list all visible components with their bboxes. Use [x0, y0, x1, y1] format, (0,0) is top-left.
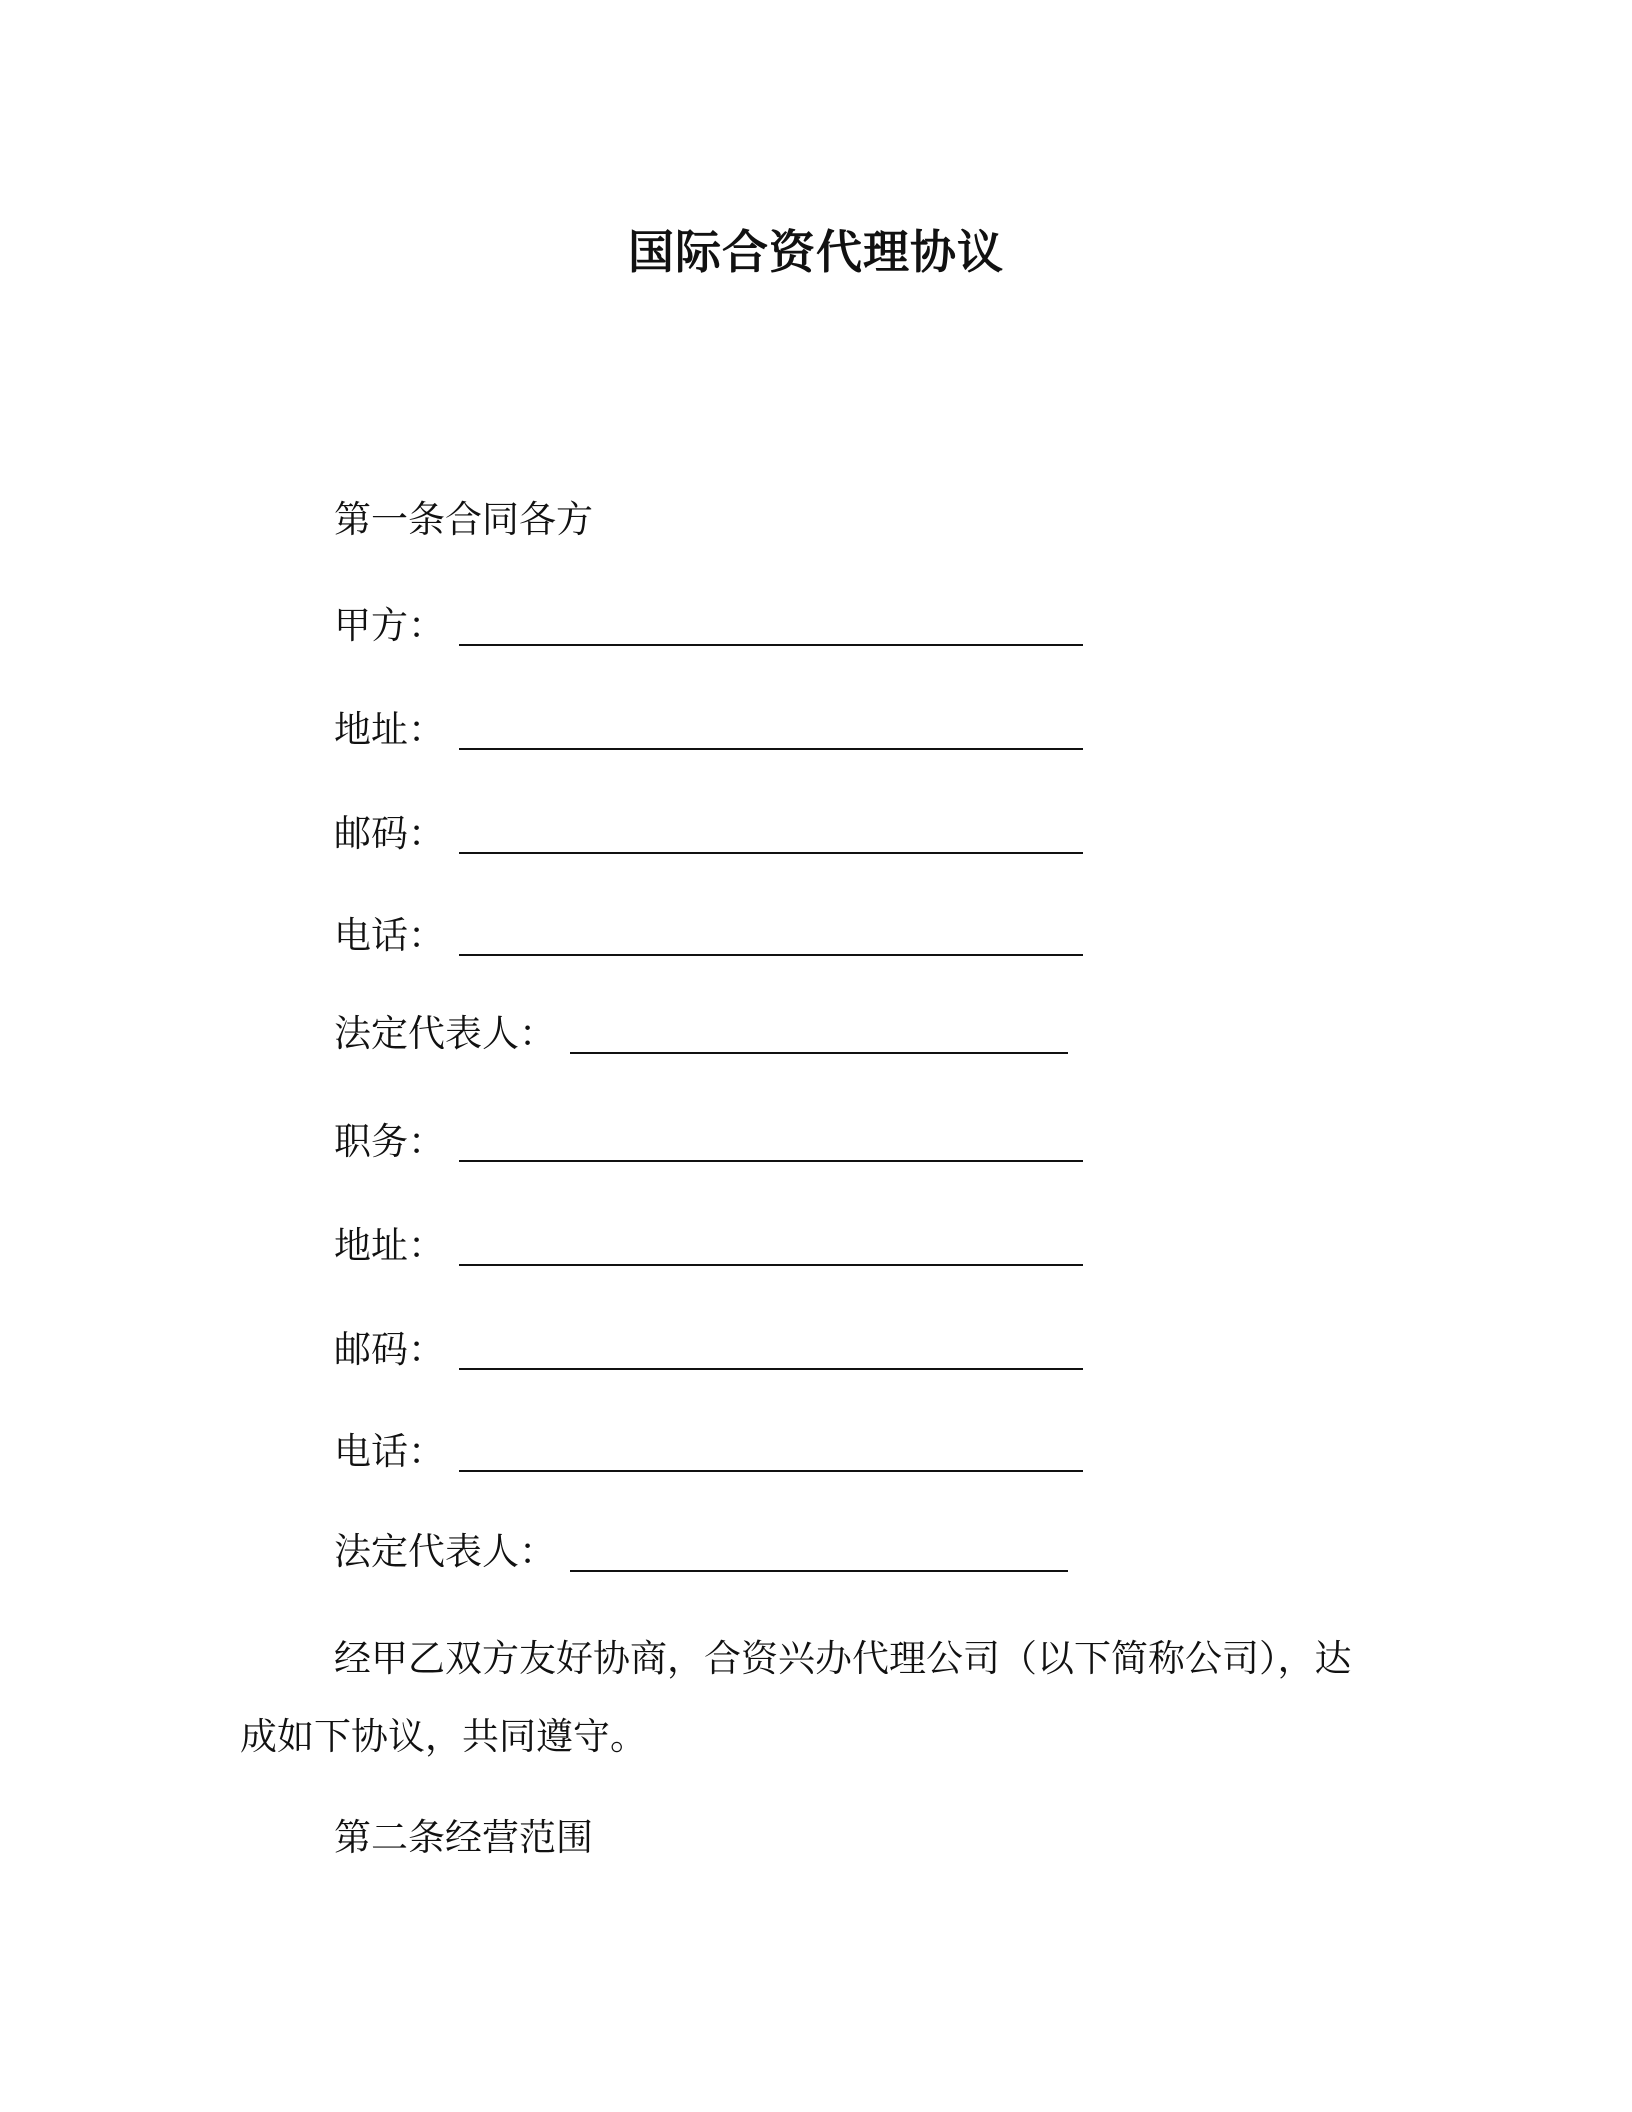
- field-label: 电话：: [334, 1430, 445, 1473]
- fill-in-blank[interactable]: [570, 1018, 1068, 1054]
- field-legal-rep-b: [334, 1526, 1068, 1578]
- field-label: 电话：: [334, 914, 445, 957]
- fill-in-blank[interactable]: [459, 610, 1083, 646]
- field-address-b: [334, 1220, 1083, 1272]
- field-legal-rep-a: [334, 1008, 1068, 1060]
- intro-paragraph: 经甲乙双方友好协商，合资兴办代理公司（以下简称公司），达成如下协议，共同遵守。: [240, 1637, 1352, 1758]
- field-label: 地址：: [334, 1224, 445, 1267]
- field-label: 法定代表人：: [334, 1530, 556, 1573]
- field-label: 地址：: [334, 708, 445, 751]
- fill-in-blank[interactable]: [459, 714, 1083, 750]
- field-position: [334, 1116, 1083, 1168]
- document-title: 国际合资代理协议: [628, 225, 1004, 279]
- field-label: 甲方：: [334, 604, 445, 647]
- article-1-heading: 第一条合同各方: [334, 498, 593, 541]
- field-party-a: [334, 600, 1083, 652]
- field-address-a: [334, 704, 1083, 756]
- field-label: 职务：: [334, 1120, 445, 1163]
- field-postcode-a: [334, 808, 1083, 860]
- fill-in-blank[interactable]: [570, 1536, 1068, 1572]
- field-label: 邮码：: [334, 812, 445, 855]
- field-postcode-b: [334, 1324, 1083, 1376]
- fill-in-blank[interactable]: [459, 920, 1083, 956]
- field-phone-a: [334, 910, 1083, 962]
- fill-in-blank[interactable]: [459, 1436, 1083, 1472]
- field-phone-b: [334, 1426, 1083, 1478]
- field-label: 邮码：: [334, 1328, 445, 1371]
- article-2-heading: 第二条经营范围: [334, 1816, 593, 1859]
- fill-in-blank[interactable]: [459, 818, 1083, 854]
- fill-in-blank[interactable]: [459, 1230, 1083, 1266]
- field-label: 法定代表人：: [334, 1012, 556, 1055]
- fill-in-blank[interactable]: [459, 1126, 1083, 1162]
- fill-in-blank[interactable]: [459, 1334, 1083, 1370]
